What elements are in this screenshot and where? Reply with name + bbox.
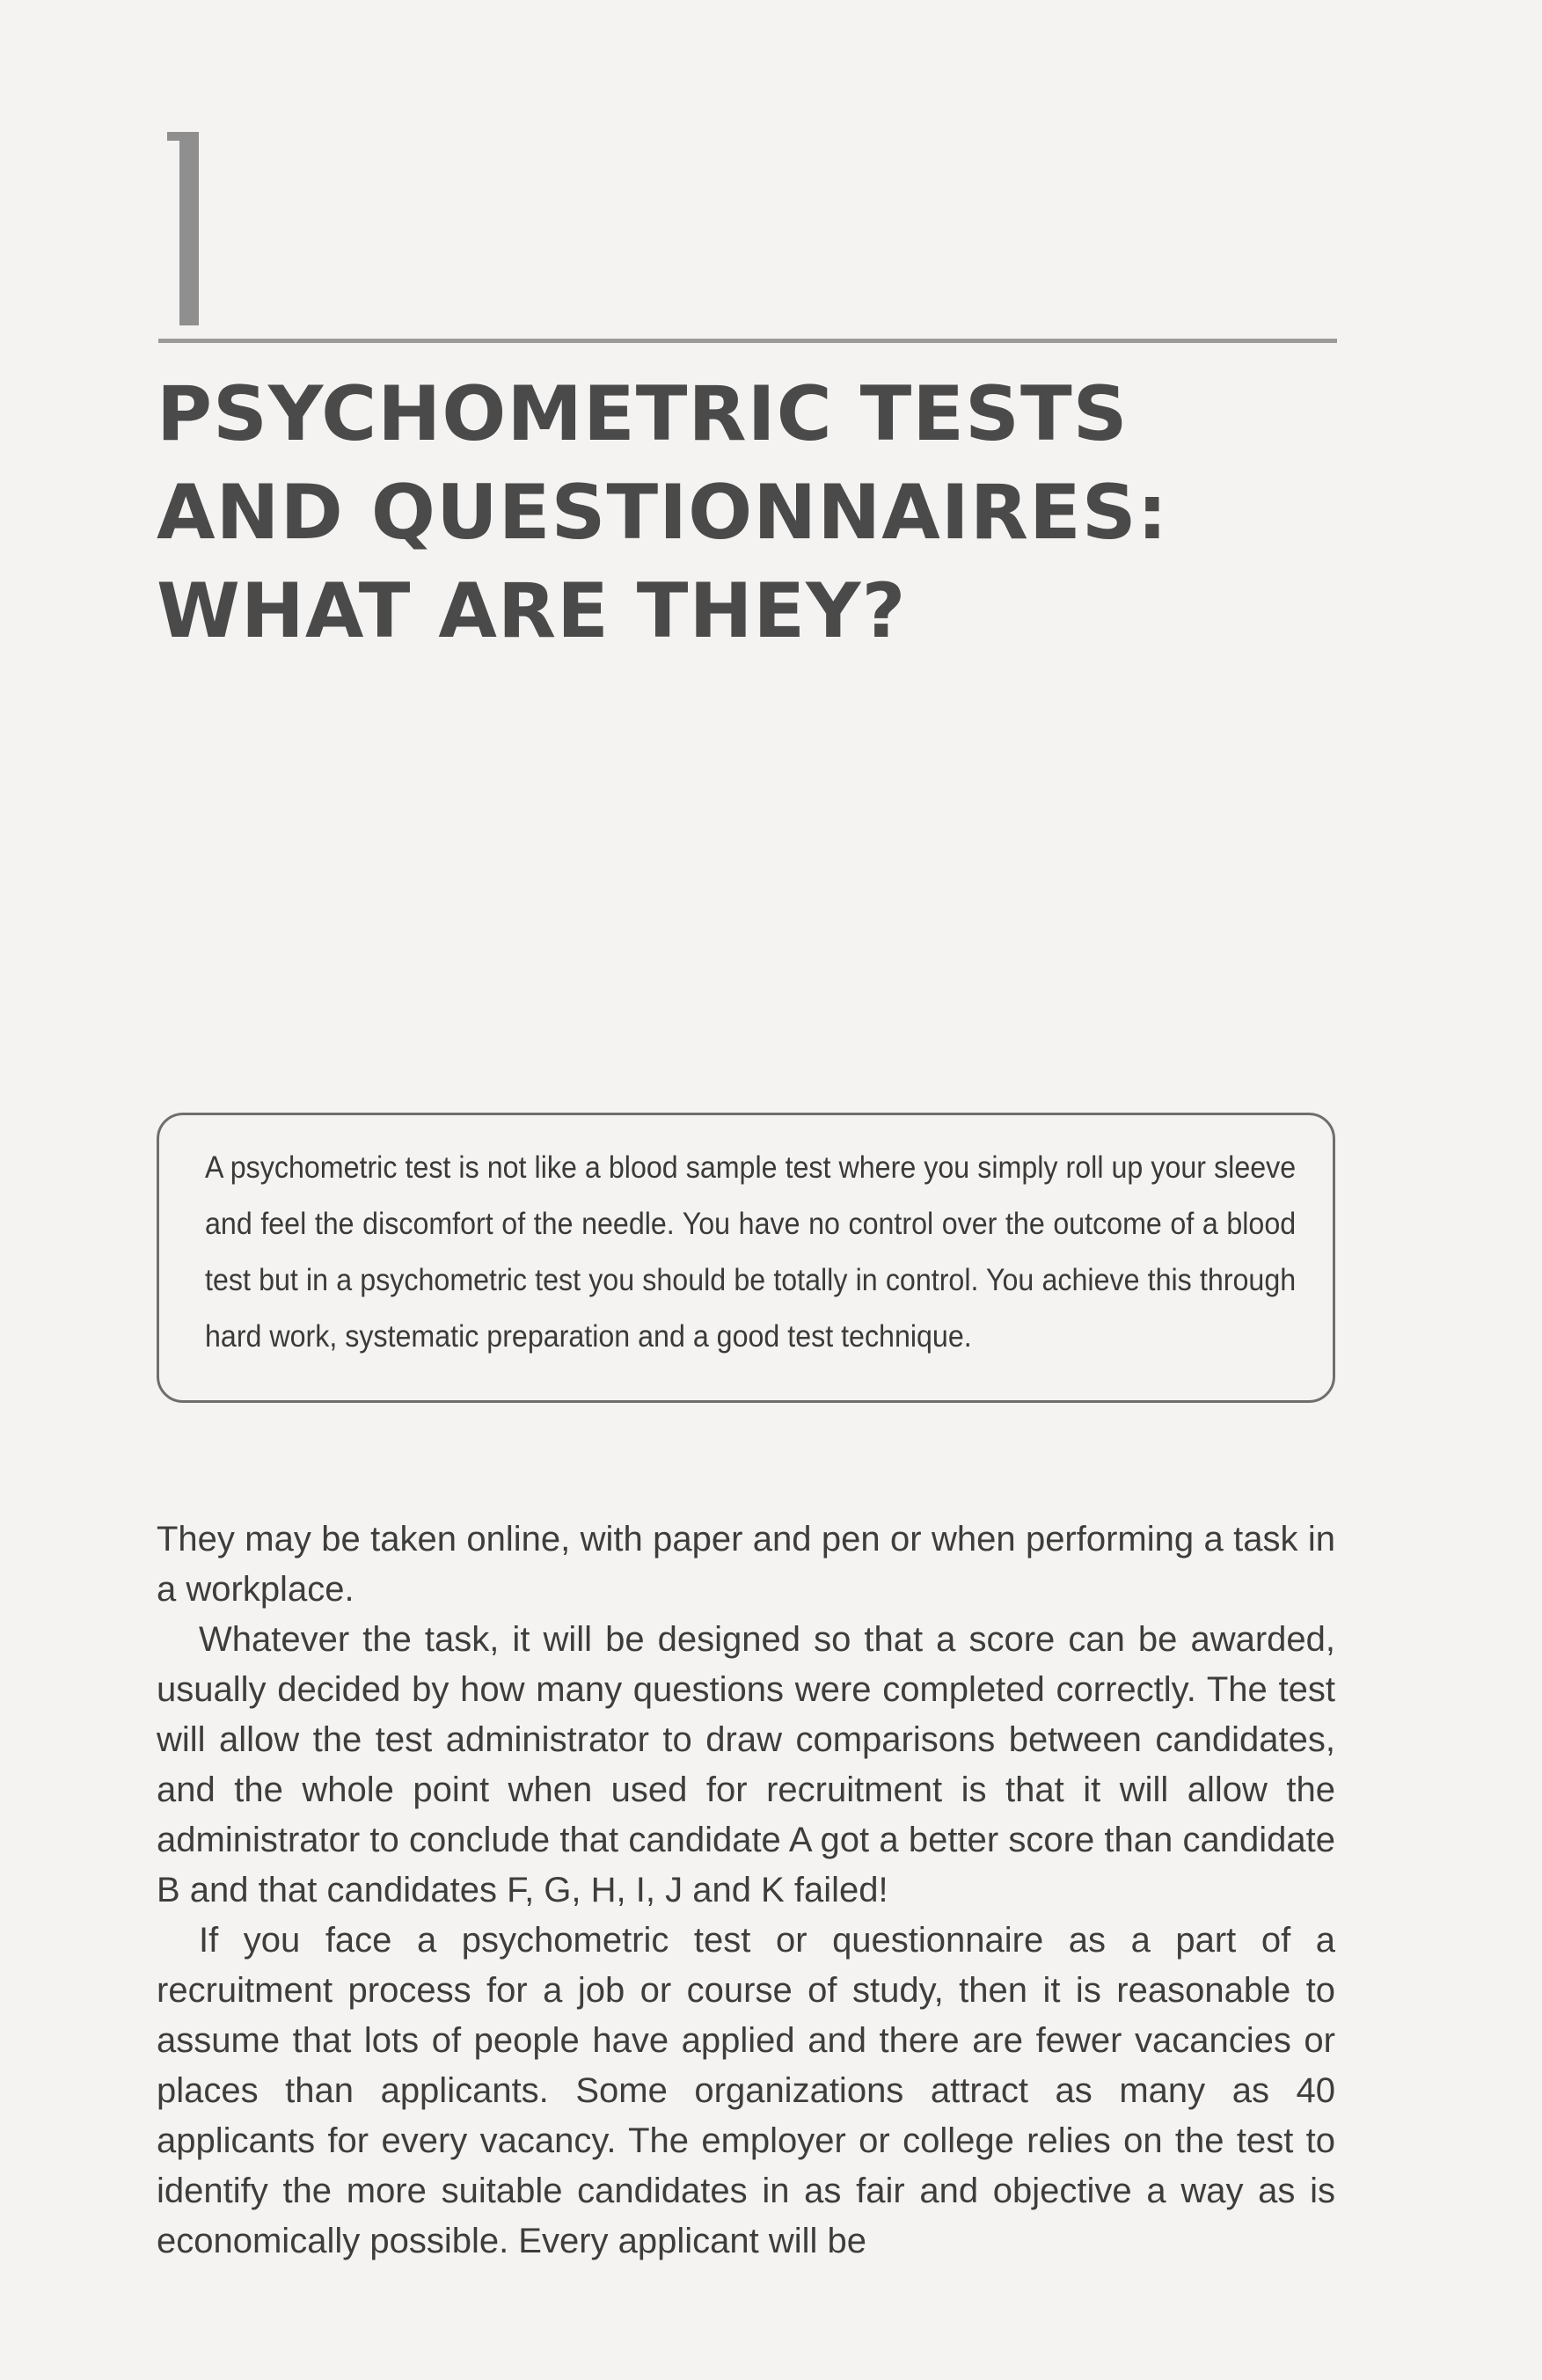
callout-box (157, 1113, 1335, 1403)
body-paragraph: Whatever the task, it will be designed so that a score can be awarded, usually decided by how many questions were completed correctly. The test will allow the test administrator to draw comparisons between candidates, and the whole point when used for recruitment is that it will allow the administrator to conclude that candidate A got a better score than candidate B and that candidates F, G, H, I, J and K failed! (157, 1620, 1335, 1909)
body-paragraph: If you face a psychometric test or questionnaire as a part of a recruitment process for a job or course of study, then it is reasonable to assume that lots of people have applied and there are fewer vacancies or places than applicants. Some organizations attract as many as 40 applicants for every vacancy. The employer or college relies on the test to identify the more suitable candidates in as fair and objective a way as is economically possible. Every applicant will be (157, 1921, 1335, 2260)
chapter-number-stem (179, 132, 199, 325)
body-paragraph: They may be taken online, with paper and pen or when performing a task in a workplace. (157, 1520, 1335, 1609)
body-text (157, 1515, 1335, 2267)
chapter-divider (158, 339, 1337, 343)
chapter-title: PSYCHOMETRIC TESTS AND QUESTIONNAIRES: WHAT ARE THEY? (157, 370, 1169, 655)
chapter-number (167, 132, 201, 325)
callout-text: A psychometric test is not like a blood sample test where you simply roll up your sleeve and feel the discomfort of the needle. You have no control over the outcome of a blood test but in a psychometric test you should be totally in control. You achieve this through hard work, systematic preparation and a good test technique. (205, 1150, 1297, 1354)
